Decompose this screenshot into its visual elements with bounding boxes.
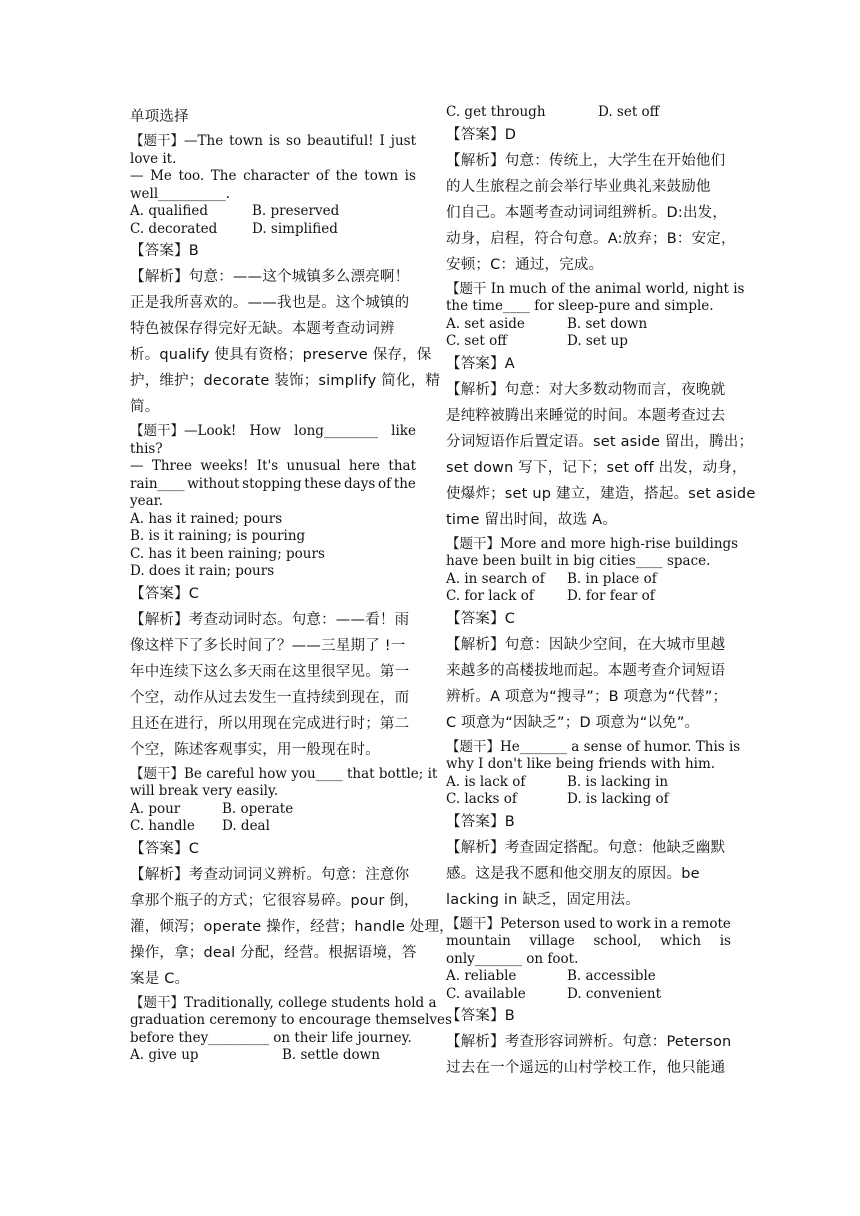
option-text: B. operate bbox=[222, 800, 294, 817]
text-line: 【解析】句意：——这个城镇多么漂亮啊！ bbox=[130, 269, 410, 285]
word: It's bbox=[256, 458, 279, 474]
text-line bbox=[130, 423, 416, 441]
text-line: 【答案】B bbox=[130, 243, 199, 259]
option-text: C. lacks of bbox=[446, 791, 517, 807]
word: mountain bbox=[446, 933, 511, 949]
word: — bbox=[130, 458, 144, 474]
text-line: 像这样下了多长时间了？——三星期了 !一 bbox=[130, 637, 406, 654]
word: a bbox=[670, 915, 679, 932]
option-text: D. is lacking of bbox=[567, 791, 669, 807]
option-row bbox=[446, 316, 731, 334]
option-text: B. set down bbox=[567, 315, 648, 332]
word: How bbox=[249, 423, 281, 439]
word: I bbox=[379, 133, 385, 149]
option-text: B. is lacking in bbox=[567, 773, 669, 790]
text-line bbox=[130, 168, 416, 186]
text-line: set down 写下，记下；set off 出发，动身， bbox=[446, 459, 747, 476]
option-text: A. reliable bbox=[446, 968, 517, 984]
text-line: 【题干 In much of the animal world, night is bbox=[446, 280, 745, 297]
option-row bbox=[446, 986, 731, 1004]
text-line: 【题干】More and more high-rise buildings bbox=[446, 535, 739, 552]
text-line: 【答案】C bbox=[130, 585, 200, 602]
text-line: 【解析】考查固定搭配。句意：他缺乏幽默 bbox=[446, 839, 726, 856]
text-line: before they_________ on their life journey. bbox=[130, 1029, 412, 1046]
word: just bbox=[390, 133, 416, 149]
text-line: 【题干】Be careful how you____ that bottle; it bbox=[130, 765, 438, 782]
text-line bbox=[130, 133, 416, 151]
text-line: 拿那个瓶子的方式；它很容易碎。pour 倒， bbox=[130, 892, 419, 909]
text-line: 辨析。A 项意为“搜寻”；B 项意为“代替”； bbox=[446, 688, 728, 705]
text-line: 动身，启程，符合句意。A:放弃；B：安定， bbox=[446, 230, 736, 247]
text-line: 【答案】B bbox=[446, 1008, 515, 1024]
text-line: 们自己。本题考查动词词组辨析。D:出发， bbox=[446, 204, 728, 221]
option-row bbox=[130, 818, 416, 836]
option-text: B. preserved bbox=[252, 203, 340, 219]
text-line bbox=[130, 476, 416, 494]
text-line: 过去在一个遥远的山村学校工作，他只能通 bbox=[446, 1060, 726, 1076]
text-line: will break very easily. bbox=[130, 783, 279, 799]
word: 【题干】Peterson bbox=[446, 915, 561, 932]
option-text: C. for lack of bbox=[446, 588, 534, 604]
text-line: 单项选择 bbox=[130, 109, 189, 125]
text-line: the time____ for sleep-pure and simple. bbox=[446, 298, 714, 314]
text-line: time 留出时间，故选 A。 bbox=[446, 511, 617, 528]
option-row bbox=[130, 1047, 416, 1065]
right-column bbox=[446, 104, 756, 1081]
word: rain____ bbox=[130, 475, 185, 492]
word: that bbox=[388, 458, 416, 474]
option-row bbox=[446, 791, 731, 809]
text-line: why I don't like being friends with him. bbox=[446, 756, 716, 772]
text-line: 年中连续下这么多天雨在这里很罕见。第一 bbox=[130, 663, 410, 680]
option-text: C. handle bbox=[130, 818, 195, 834]
text-line: 【题干】Traditionally, college students hold a bbox=[130, 994, 437, 1011]
option-text: A. in search of bbox=[446, 570, 545, 587]
text-line: 安顿；C：通过，完成。 bbox=[446, 256, 604, 273]
word: Three bbox=[151, 458, 192, 474]
option-text: C. get through bbox=[446, 104, 546, 120]
text-line: only_______ on foot. bbox=[446, 950, 579, 967]
text-line: love it. bbox=[130, 150, 177, 167]
text-line: well__________. bbox=[130, 185, 230, 202]
text-line: have been built in big cities____ space. bbox=[446, 553, 711, 569]
text-line: 使爆炸；set up 建立，建造，搭起。set aside bbox=[446, 485, 756, 502]
text-line bbox=[446, 933, 731, 951]
text-line: 【答案】D bbox=[446, 126, 517, 143]
option-text: A. qualified bbox=[130, 203, 208, 219]
text-line: 分词短语作后置定语。set aside 留出，腾出； bbox=[446, 433, 754, 450]
text-line: graduation ceremony to encourage themselves bbox=[130, 1012, 452, 1028]
text-line: this? bbox=[130, 440, 163, 457]
text-line: 特色被保存得完好无缺。本题考查动词辨 bbox=[130, 321, 395, 337]
text-line: 【解析】考查形容词辨析。句意：Peterson bbox=[446, 1034, 732, 1050]
text-line: B. is it raining; is pouring bbox=[130, 528, 306, 544]
word: beautiful! bbox=[307, 133, 374, 149]
word: work bbox=[616, 915, 651, 932]
word: like bbox=[391, 423, 416, 439]
text-line: 来越多的高楼拔地而起。本题考查介词短语 bbox=[446, 662, 726, 679]
word: so bbox=[286, 133, 302, 149]
text-line: 的人生旅程之前会举行毕业典礼来鼓励他 bbox=[446, 178, 711, 195]
word: stopping bbox=[242, 475, 302, 492]
option-text: C. set off bbox=[446, 333, 507, 349]
word: unusual bbox=[286, 458, 341, 474]
text-line: 析。qualify 使具有资格；preserve 保存，保 bbox=[130, 347, 432, 363]
word: to bbox=[599, 915, 613, 932]
text-line: 【题干】He_______ a sense of humor. This is bbox=[446, 738, 741, 755]
option-row bbox=[446, 588, 731, 606]
text-line: 护，维护；decorate 装饰；simplify 简化，精 bbox=[130, 373, 441, 389]
option-row bbox=[130, 221, 416, 239]
word: village bbox=[529, 933, 575, 949]
word: school, bbox=[593, 933, 642, 949]
word: is bbox=[268, 133, 281, 149]
word: is bbox=[719, 933, 731, 949]
word: these bbox=[304, 475, 342, 492]
option-row bbox=[446, 774, 731, 792]
text-line: 【解析】句意：因缺少空间，在大城市里越 bbox=[446, 636, 726, 653]
text-line: C 项意为“因缺乏”；D 项意为“以免”。 bbox=[446, 714, 700, 731]
text-line: 【解析】句意：对大多数动物而言，夜晚就 bbox=[446, 381, 726, 398]
option-text: C. decorated bbox=[130, 220, 218, 237]
word: weeks! bbox=[200, 458, 249, 474]
word: days bbox=[344, 475, 376, 492]
text-line: 【答案】B bbox=[446, 813, 515, 830]
left-column bbox=[130, 104, 454, 1065]
word: of bbox=[315, 168, 329, 184]
word: 【题干】—The bbox=[130, 133, 224, 149]
text-line: 【解析】句意：传统上，大学生在开始他们 bbox=[446, 152, 726, 169]
text-line bbox=[446, 916, 731, 934]
text-line: 案是 C。 bbox=[130, 970, 190, 987]
option-text: B. accessible bbox=[567, 968, 656, 984]
word: of bbox=[377, 475, 392, 492]
text-line: 个空，动作从过去发生一直持续到现在，而 bbox=[130, 689, 410, 706]
text-line: 个空，陈述客观事实，用一般现在时。 bbox=[130, 741, 380, 758]
option-text: D. for fear of bbox=[567, 588, 655, 604]
word: long________ bbox=[294, 423, 378, 439]
text-line: 【解析】考查动词时态。句意：——看！雨 bbox=[130, 611, 410, 628]
text-line bbox=[130, 458, 416, 476]
word: 【题干】—Look! bbox=[130, 423, 237, 439]
word: the bbox=[335, 168, 358, 184]
word: the bbox=[393, 475, 416, 492]
text-line: lacking in 缺乏，固定用法。 bbox=[446, 891, 640, 908]
option-row bbox=[446, 968, 731, 986]
text-line: 【解析】考查动词词义辨析。句意：注意你 bbox=[130, 866, 410, 883]
option-text: A. is lack of bbox=[446, 773, 526, 790]
option-text: B. settle down bbox=[282, 1047, 380, 1063]
option-text: D. set off bbox=[598, 104, 660, 120]
option-row bbox=[130, 801, 416, 819]
word: Me bbox=[150, 168, 172, 184]
word: in bbox=[654, 915, 668, 932]
word: without bbox=[187, 475, 240, 492]
option-text: A. set aside bbox=[446, 315, 525, 332]
option-text: D. deal bbox=[222, 818, 270, 834]
text-line: A. has it rained; pours bbox=[130, 510, 283, 527]
text-line: 感。这是我不愿和他交朋友的原因。be bbox=[446, 865, 700, 882]
text-line: 且还在进行，所以用现在完成进行时；第二 bbox=[130, 715, 410, 732]
text-line: C. has it been raining; pours bbox=[130, 545, 325, 562]
option-text: A. give up bbox=[130, 1047, 199, 1063]
word: town bbox=[364, 168, 399, 184]
text-line: 是纯粹被腾出来睡觉的时间。本题考查过去 bbox=[446, 407, 726, 424]
word: used bbox=[563, 915, 596, 932]
option-text: D. simplified bbox=[252, 220, 338, 237]
text-line: 【答案】C bbox=[446, 610, 516, 627]
text-line: 【答案】C bbox=[130, 840, 200, 857]
text-line: D. does it rain; pours bbox=[130, 563, 275, 579]
option-text: A. pour bbox=[130, 800, 181, 817]
word: too. bbox=[178, 168, 205, 184]
text-line: year. bbox=[130, 493, 163, 509]
option-text: B. in place of bbox=[567, 570, 657, 587]
word: here bbox=[348, 458, 381, 474]
option-row bbox=[130, 203, 416, 221]
text-line: 正是我所喜欢的。——我也是。这个城镇的 bbox=[130, 295, 410, 311]
option-row bbox=[446, 104, 731, 122]
option-text: D. convenient bbox=[567, 985, 662, 1002]
option-row bbox=[446, 333, 731, 351]
word: The bbox=[210, 168, 237, 184]
text-line: 简。 bbox=[130, 399, 160, 415]
text-line: 操作，拿；deal 分配，经营。根据语境，答 bbox=[130, 944, 417, 961]
option-text: C. available bbox=[446, 985, 526, 1002]
word: remote bbox=[682, 915, 731, 932]
word: — bbox=[130, 168, 144, 184]
option-text: D. set up bbox=[567, 333, 628, 349]
word: is bbox=[404, 168, 416, 184]
word: which bbox=[660, 933, 702, 949]
word: town bbox=[229, 133, 263, 149]
text-line: 灌，倾泻；operate 操作，经营；handle 处理， bbox=[130, 918, 454, 935]
word: character bbox=[243, 168, 310, 184]
option-row bbox=[446, 571, 731, 589]
text-line: 【答案】A bbox=[446, 355, 515, 372]
